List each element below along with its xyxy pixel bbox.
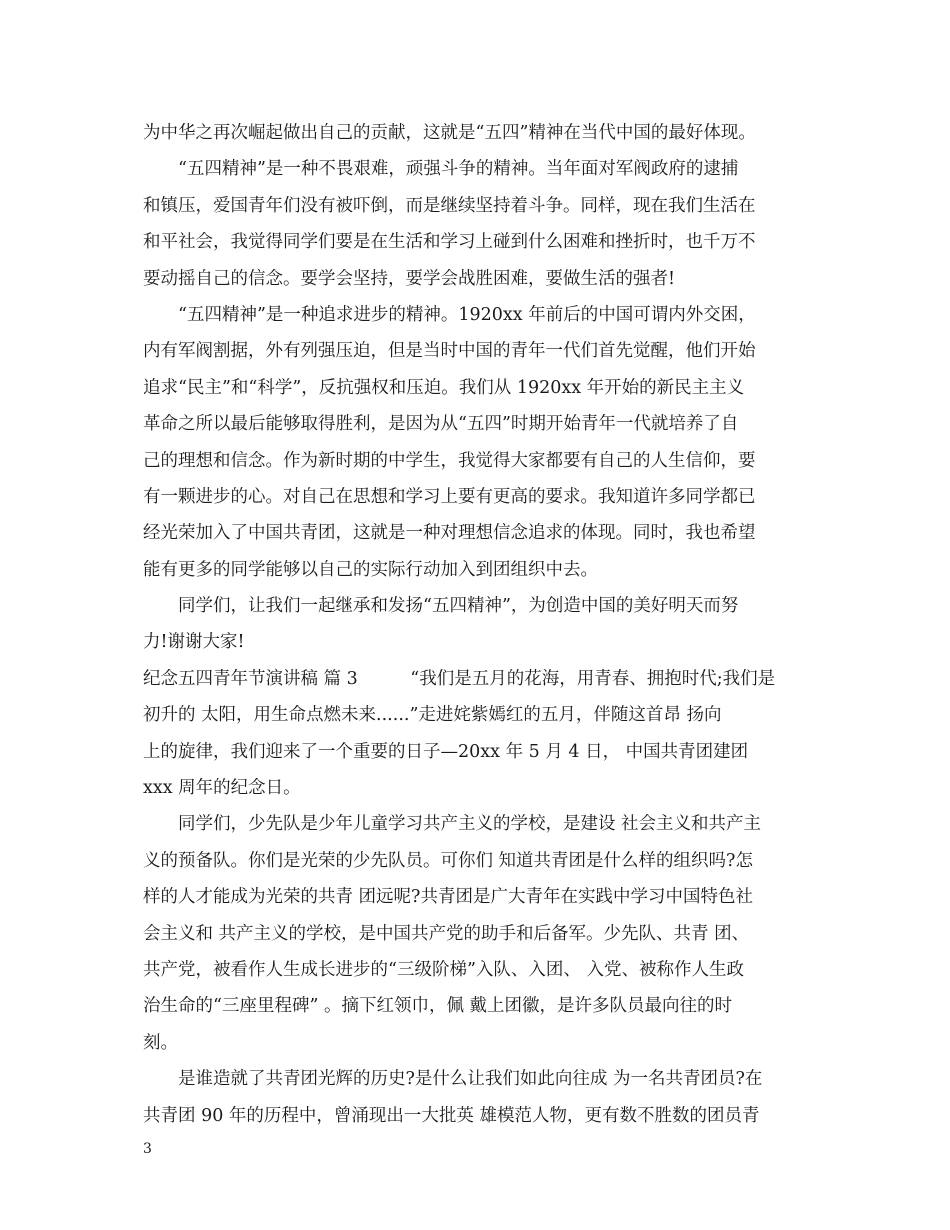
text-line: 革命之所以最后能够取得胜利，是因为从“五四”时期开始青年一代就培养了自 bbox=[143, 414, 739, 435]
text-line: 样的人才能成为光荣的共青 团远呢?共青团是广大青年在实践中学习中国特色社 bbox=[143, 887, 753, 908]
text-line: 要动摇自己的信念。要学会坚持，要学会战胜困难，要做生活的强者! bbox=[143, 268, 676, 289]
text-line: 同学们，让我们一起继承和发扬“五四精神”，为创造中国的美好明天而努 bbox=[143, 596, 739, 617]
text-line: 为中华之再次崛起做出自己的贡献，这就是“五四”精神在当代中国的最好体现。 bbox=[143, 123, 756, 143]
text-line: 会主义和 共产主义的学校，是中国共产党的助手和后备军。少先队、共青 团、 bbox=[143, 923, 750, 944]
section-heading-line: 纪念五四青年节演讲稿 篇 3 “我们是五月的花海，用青春、拥抱时代;我们是 bbox=[143, 668, 776, 689]
text-line: 追求“民主”和“科学”，反抗强权和压迫。我们从 1920xx 年开始的新民主主义 bbox=[143, 377, 745, 398]
text-line: “五四精神”是一种追求进步的精神。1920xx 年前后的中国可谓内外交困， bbox=[143, 304, 756, 325]
text-line: 义的预备队。你们是光荣的少先队员。可你们 知道共青团是什么样的组织吗?怎 bbox=[143, 850, 753, 871]
text-line: 己的理想和信念。作为新时期的中学生，我觉得大家都要有自己的人生信仰，要 bbox=[143, 450, 756, 471]
text-line: 和平社会，我觉得同学们要是在生活和学习上碰到什么困难和挫折时，也千万不 bbox=[143, 232, 756, 253]
document-body bbox=[143, 115, 808, 1134]
text-line: 同学们，少先队是少年儿童学习共产主义的学校，是建设 社会主义和共产主 bbox=[143, 814, 762, 835]
text-line: 能有更多的同学能够以自己的实际行动加入到团组织中去。 bbox=[143, 559, 598, 580]
text-line: 有一颗进步的心。对自己在思想和学习上要有更高的要求。我知道许多同学都已 bbox=[143, 486, 756, 507]
page-number: 3 bbox=[143, 1141, 152, 1157]
text-line: 初升的 太阳，用生命点燃未来......”走进姹紫嫣红的五月，伴随这首昂 扬向 bbox=[143, 705, 722, 726]
text-line: 共产党，被看作人生成长进步的“三级阶梯”入队、入团、 入党、被称作人生政 bbox=[143, 959, 744, 980]
text-line: 经光荣加入了中国共青团，这就是一种对理想信念追求的体现。同时，我也希望 bbox=[143, 523, 756, 544]
text-line: 内有军阀割据，外有列强压迫，但是当时中国的青年一代们首先觉醒，他们开始 bbox=[143, 341, 756, 362]
text-line: 共青团 90 年的历程中，曾涌现出一大批英 雄模范人物，更有数不胜数的团员青 bbox=[143, 1105, 760, 1126]
text-line: “五四精神”是一种不畏艰难，顽强斗争的精神。当年面对军阀政府的逮捕 bbox=[143, 159, 739, 180]
text-line: 上的旋律，我们迎来了一个重要的日子—20xx 年 5 月 4 日， 中国共青团建团 bbox=[143, 741, 749, 762]
text-line: 力!谢谢大家! bbox=[143, 632, 245, 653]
text-line: 治生命的“三座里程碑” 。摘下红领巾，佩 戴上团徽，是许多队员最向往的时 bbox=[143, 996, 733, 1017]
text-line: 是谁造就了共青团光辉的历史?是什么让我们如此向往成 为一名共青团员?在 bbox=[143, 1069, 763, 1090]
text-line: 和镇压，爱国青年们没有被吓倒，而是继续坚持着斗争。同样，现在我们生活在 bbox=[143, 195, 756, 216]
text-line: 刻。 bbox=[143, 1032, 178, 1053]
text-line: xxx 周年的纪念日。 bbox=[143, 778, 301, 799]
